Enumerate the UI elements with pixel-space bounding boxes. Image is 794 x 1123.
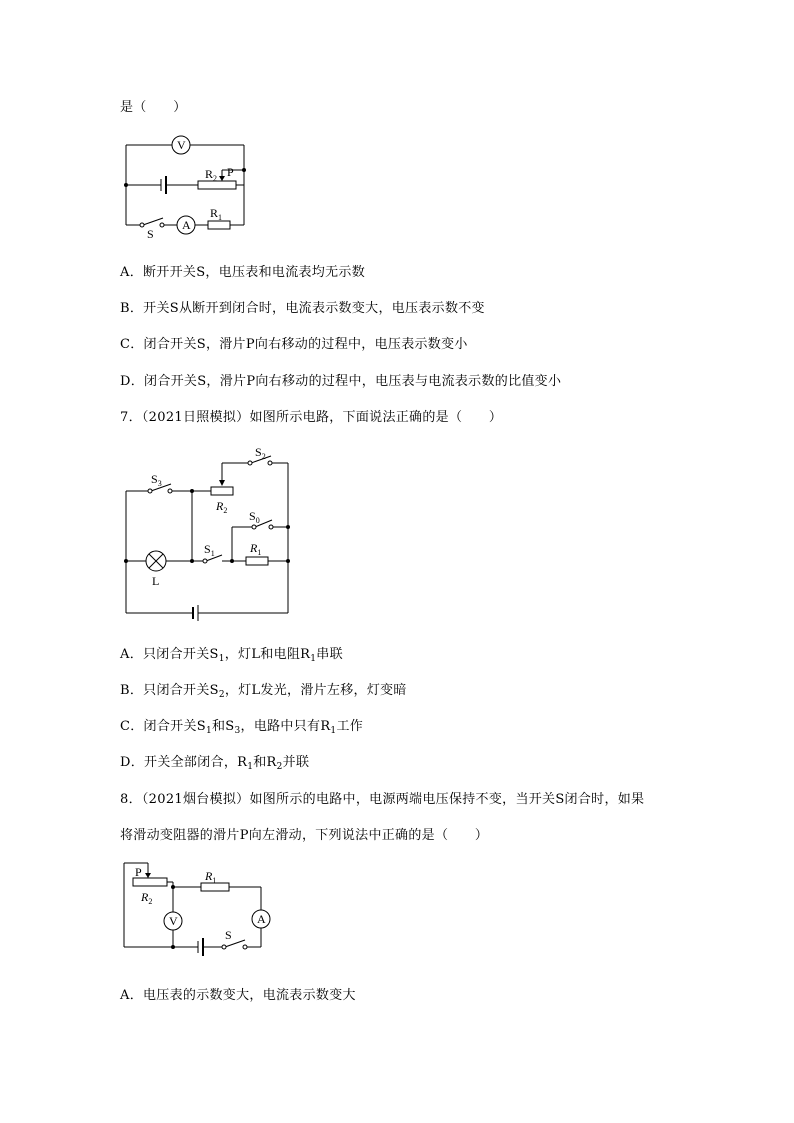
q6-option-d: D．闭合开关S，滑片P向右移动的过程中，电压表与电流表示数的比值变小 — [120, 374, 562, 389]
q7-s1-label: $S_1$ — [204, 542, 215, 558]
q6-stem-tail: 是（ ） — [120, 100, 187, 115]
q8-option-a: A．电压表的示数变大，电流表示数变大 — [120, 988, 356, 1003]
q8-stem-line2: 将滑动变阻器的滑片P向左滑动，下列说法中正确的是（ ） — [120, 828, 489, 843]
q6-a-label: A — [182, 218, 191, 232]
q7-option-c: C．闭合开关$S_1$和$S_3$，电路中只有$R_1$工作 — [120, 719, 364, 736]
q8-r1-label: $R_1$ — [205, 869, 217, 885]
q8-a-label: A — [257, 912, 266, 926]
q7-s3-label: $S_3$ — [151, 472, 162, 488]
q6-option-b: B．开关S从断开到闭合时，电流表示数变大，电压表示数不变 — [120, 301, 485, 316]
q8-r2-label: $R_2$ — [141, 890, 153, 906]
q8-v-label: V — [169, 914, 178, 928]
q6-r1-label: $R_1$ — [210, 206, 223, 222]
q7-r2-label: $R_2$ — [216, 499, 228, 515]
q6-v-label: V — [177, 138, 186, 152]
q7-l-label: L — [152, 574, 160, 588]
q6-p-label: P — [227, 165, 234, 179]
q6-s-label: S — [147, 227, 154, 241]
q7-s0-label: $S_0$ — [249, 509, 260, 525]
q8-p-label: P — [135, 865, 142, 879]
q7-s2-label: $S_2$ — [255, 445, 266, 461]
q8-s-label: S — [225, 928, 232, 942]
q8-stem-line1: 8．（2021烟台模拟）如图所示的电路中，电源两端电压保持不变，当开关S闭合时，如果 — [120, 792, 645, 807]
q6-r2-label: $R_2$ — [205, 167, 218, 183]
q7-stem: 7．（2021日照模拟）如图所示电路，下面说法正确的是（ ） — [120, 410, 503, 425]
q7-option-d: D．开关全部闭合，$R_1$和$R_2$并联 — [120, 755, 310, 772]
q6-option-c: C．闭合开关S，滑片P向右移动的过程中，电压表示数变小 — [120, 337, 468, 352]
q6-option-a: A．断开开关S，电压表和电流表均无示数 — [120, 265, 365, 280]
q7-r1-label: $R_1$ — [250, 541, 262, 557]
q7-option-a: A．只闭合开关$S_1$，灯L和电阻$R_1$串联 — [120, 647, 343, 664]
q7-option-b: B．只闭合开关$S_2$，灯L发光，滑片左移，灯变暗 — [120, 683, 407, 700]
